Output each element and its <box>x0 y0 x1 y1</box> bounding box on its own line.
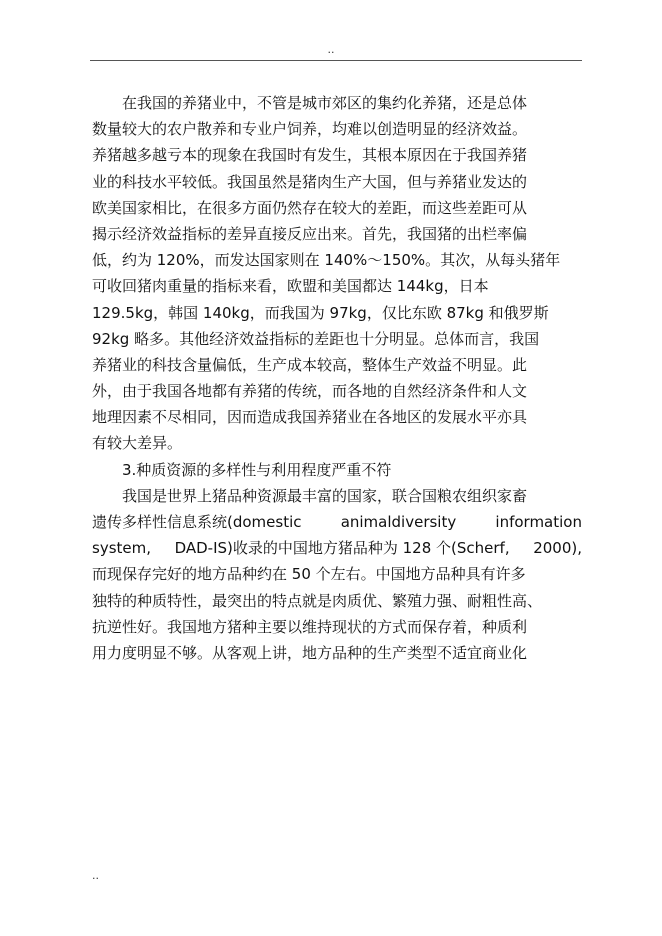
line-segment: system, <box>92 539 151 558</box>
paragraph-line: 数量较大的农户散养和专业户饲养，均难以创造明显的经济效益。 <box>92 120 528 139</box>
line-segment: 遗传多样性信息系统(domestic <box>92 513 302 531</box>
paragraph-line: 揭示经济效益指标的差异直接反应出来。首先，我国猪的出栏率偏 <box>92 224 528 243</box>
line-segment: 2000), <box>533 539 582 558</box>
paragraph-line-justified <box>92 509 582 535</box>
page-footer-mark: .. <box>92 869 99 882</box>
page-header-mark: .. <box>327 43 335 56</box>
paragraph-line: 业的科技水平较低。我国虽然是猪肉生产大国，但与养猪业发达的 <box>92 172 528 191</box>
line-segment: DAD-IS)收录的中国地方猪品种为 128 个(Scherf, <box>174 539 510 558</box>
paragraph-line: 可收回猪肉重量的指标来看，欧盟和美国都达 144kg，日本 <box>92 277 489 296</box>
line-segment: information <box>495 513 582 531</box>
section-heading: 3.种质资源的多样性与利用程度严重不符 <box>122 460 392 479</box>
paragraph-line: 欧美国家相比，在很多方面仍然存在较大的差距，而这些差距可从 <box>92 198 528 217</box>
paragraph-line-justified <box>92 535 582 561</box>
paragraph-line: 在我国的养猪业中，不管是城市郊区的集约化养猪，还是总体 <box>122 94 528 112</box>
header-divider <box>90 60 582 61</box>
paragraph-line: 养猪业的科技含量偏低，生产成本较高，整体生产效益不明显。此 <box>92 355 528 374</box>
paragraph-line: 养猪越多越亏本的现象在我国时有发生，其根本原因在于我国养猪 <box>92 146 528 165</box>
paragraph-line: 低，约为 120%，而发达国家则在 140%～150%。其次，从每头猪年 <box>92 251 561 270</box>
paragraph-line: 我国是世界上猪品种资源最丰富的国家，联合国粮农组织家畜 <box>122 486 528 505</box>
paragraph-line: 129.5kg，韩国 140kg，而我国为 97kg，仅比东欧 87kg 和俄罗斯 <box>92 303 549 322</box>
paragraph-line: 有较大差异。 <box>92 434 183 453</box>
paragraph-line: 抗逆性好。我国地方猪种主要以维持现状的方式而保存着，种质利 <box>92 617 528 636</box>
paragraph-line: 92kg 略多。其他经济效益指标的差距也十分明显。总体而言，我国 <box>92 329 540 348</box>
paragraph-line: 外，由于我国各地都有养猪的传统，而各地的自然经济条件和人文 <box>92 382 528 401</box>
paragraph-line: 独特的种质特性，最突出的特点就是肉质优、繁殖力强、耐粗性高、 <box>92 591 543 610</box>
document-body <box>92 90 582 666</box>
line-segment: animaldiversity <box>340 513 457 531</box>
paragraph-line: 地理因素不尽相同，因而造成我国养猪业在各地区的发展水平亦具 <box>92 408 528 427</box>
paragraph-line: 用力度明显不够。从客观上讲，地方品种的生产类型不适宜商业化 <box>92 643 528 662</box>
paragraph-line: 而现保存完好的地方品种约在 50 个左右。中国地方品种具有许多 <box>92 565 526 584</box>
